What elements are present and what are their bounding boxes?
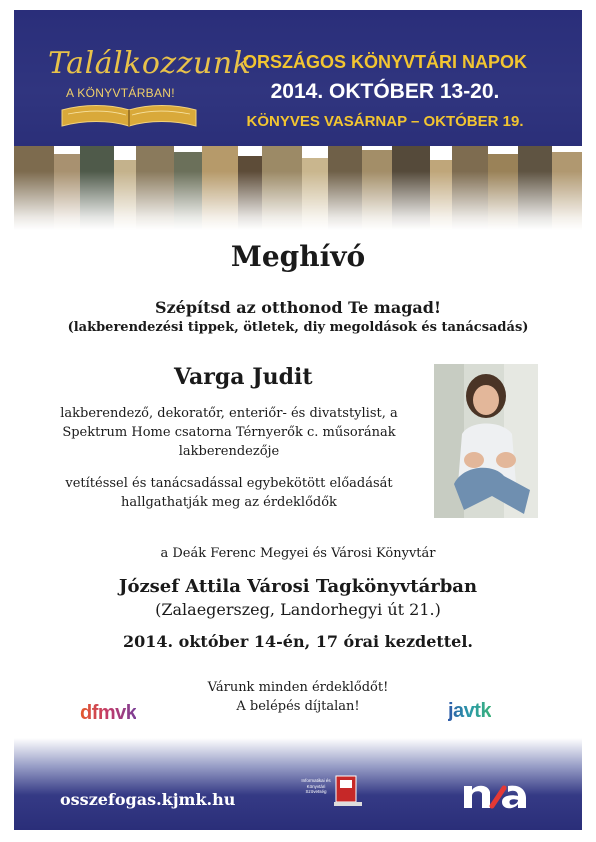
welcome-line: A belépés díjtalan!	[236, 699, 360, 714]
presenter-description	[30, 404, 428, 461]
presenter-name: Varga Judit	[174, 364, 313, 390]
nka-logo	[462, 780, 528, 810]
welcome-line: Várunk minden érdeklődőt!	[207, 680, 389, 695]
organizer-line: a Deák Ferenc Megyei és Városi Könyvtár	[160, 546, 436, 561]
description-line: lakberendező, dekoratőr, enteriőr- és divatstylist, a	[60, 406, 398, 421]
javtk-logo-text: javtk	[448, 700, 492, 722]
presenter-photo-illustration	[434, 364, 538, 518]
description-line: hallgathatják meg az érdeklődők	[121, 495, 337, 510]
event-sunday: KÖNYVES VASÁRNAP – OKTÓBER 19.	[246, 113, 524, 130]
event-name: ORSZÁGOS KÖNYVTÁRI NAPOK	[242, 52, 528, 72]
venue-address: (Zalaegerszeg, Landorhegyi út 21.)	[155, 600, 441, 619]
dfmvk-logo-text: dfmvk	[80, 702, 137, 724]
invitation-title: Meghívó	[230, 240, 366, 273]
event-dates: 2014. OKTÓBER 13-20.	[270, 80, 500, 103]
description-line: Spektrum Home csatorna Térnyerők c. műsorának	[62, 425, 396, 440]
open-book-icon	[54, 102, 204, 132]
logo-title: Találkozzunk	[48, 46, 252, 81]
description-line: vetítéssel és tanácsadással egybekötött előadását	[65, 476, 393, 491]
logo-subtitle: A KÖNYVTÁRBAN!	[66, 86, 175, 100]
talk-title: Szépítsd az otthonod Te magad!	[155, 298, 441, 317]
header-banner	[14, 10, 582, 146]
javtk-logo	[448, 700, 491, 723]
description-line: lakberendezője	[178, 444, 280, 459]
website-url: osszefogas.kjmk.hu	[60, 790, 236, 809]
talk-subtitle: (lakberendezési tippek, ötletek, diy megoldások és tanácsadás)	[67, 320, 529, 335]
venue-name: József Attila Városi Tagkönyvtárban	[118, 576, 478, 597]
bookshelf-image	[14, 146, 582, 230]
dfmvk-logo	[80, 702, 136, 725]
event-datetime: 2014. október 14-én, 17 órai kezdettel.	[123, 632, 473, 651]
talk-description	[30, 474, 428, 512]
presenter-photo	[434, 364, 538, 518]
ikt-logo-text: Informatikai és Könyvtári Szövetség	[301, 778, 331, 794]
